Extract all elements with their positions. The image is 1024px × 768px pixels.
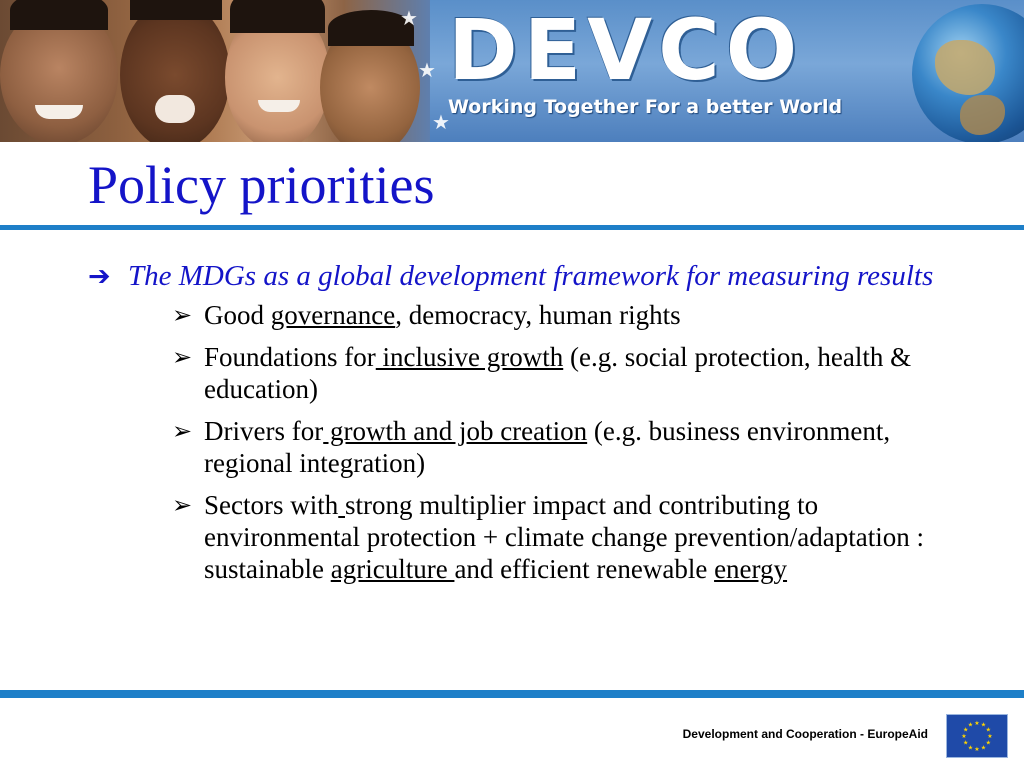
right-arrow-icon: ➔ [88, 261, 111, 292]
flag-star-icon: ★ [967, 744, 974, 752]
eu-flag-icon [946, 714, 1008, 758]
star-icon: ★ [432, 110, 450, 134]
chevron-right-icon: ➢ [172, 417, 193, 445]
bullet-list [88, 299, 988, 585]
bullet-item [172, 415, 964, 479]
underlined-term: growth and job creation [323, 416, 588, 446]
flag-star-icon: ★ [967, 721, 974, 729]
people-photo [0, 0, 430, 142]
bullet-text: Sectors with [204, 490, 339, 520]
header-banner [0, 0, 1024, 142]
chevron-right-icon: ➢ [172, 491, 193, 519]
underlined-term: inclusive growth [375, 342, 564, 372]
flag-star-icon: ★ [963, 726, 969, 734]
title-divider [0, 225, 1024, 230]
logo-tagline: Working Together For a better World [448, 96, 843, 118]
chevron-right-icon: ➢ [172, 343, 193, 371]
flag-star-icon: ★ [980, 744, 987, 752]
flag-star-icon: ★ [985, 739, 991, 747]
underlined-term: agriculture [330, 554, 455, 584]
flag-star-icon: ★ [985, 726, 991, 734]
bullet-text: Drivers for [204, 416, 324, 446]
slide-title: Policy priorities [88, 155, 435, 215]
flag-star-icon: ★ [974, 746, 980, 753]
flag-star-icon: ★ [961, 733, 967, 740]
main-point-text: The MDGs as a global development framework for measuring results [128, 260, 934, 292]
bullet-item [172, 299, 964, 331]
bullet-text: Good [204, 300, 271, 330]
footer-divider [0, 690, 1024, 698]
flag-star-icon: ★ [980, 721, 987, 729]
chevron-right-icon: ➢ [172, 301, 193, 329]
bullet-text: and efficient renewable [454, 554, 715, 584]
bullet-item [172, 341, 964, 405]
bullet-text: Foundations for [204, 342, 376, 372]
footer-text: Development and Cooperation - EuropeAid [682, 727, 928, 741]
underlined-term [338, 490, 345, 520]
bullet-text: , democracy, human rights [395, 300, 681, 330]
underlined-term: energy [714, 554, 788, 584]
devco-logo: DEVCO [448, 1, 804, 99]
slide-content [88, 260, 988, 595]
flag-star-icon: ★ [974, 720, 980, 727]
flag-star-icon: ★ [963, 739, 969, 747]
bullet-text: (e.g. business environment, regional integration) [204, 416, 891, 478]
bullet-text: (e.g. social protection, health & education) [204, 342, 912, 404]
flag-star-icon: ★ [987, 733, 993, 740]
underlined-term: governance [270, 300, 396, 330]
star-icon: ★ [418, 58, 436, 82]
bullet-item [172, 489, 964, 585]
bullet-text: strong multiplier impact and contributing to environmental protection + climate change prevention/adaptation : sustainable [204, 490, 924, 584]
main-point [88, 260, 988, 293]
star-icon: ★ [400, 6, 418, 30]
